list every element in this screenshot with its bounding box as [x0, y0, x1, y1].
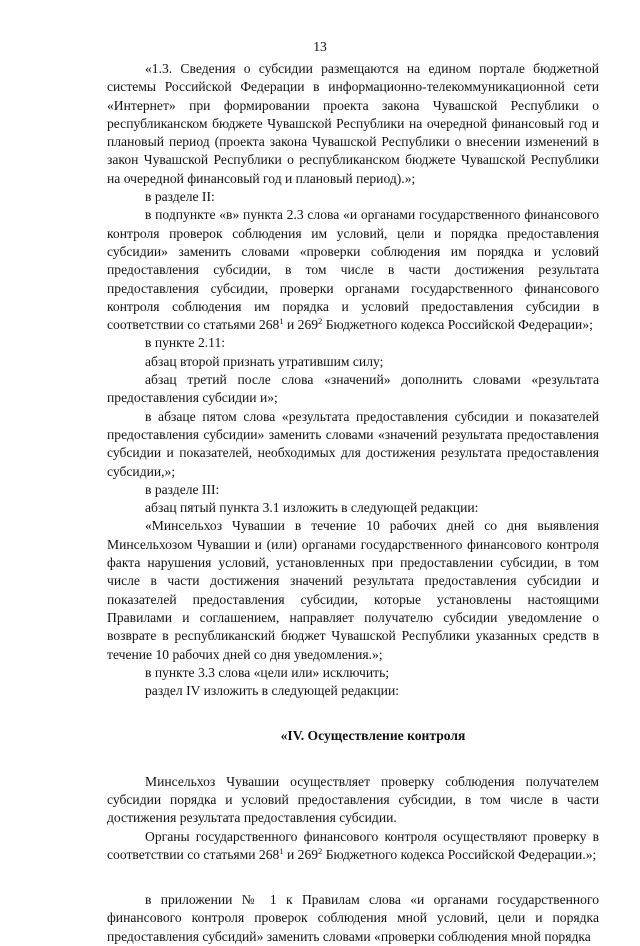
paragraph-section-1-3: «1.3. Сведения о субсидии размещаются на едином портале бюджетной системы Российской Федерации в информационно-телекоммуникационной сети «Интернет» при формировании проекта закона Чувашской Республики о республиканском бюджете Чувашской Республики на очередной финансовый год и плановый период (проекта закона Чувашской Республики о внесении изменений в закон Чувашской Республики о республиканском бюджете Чувашской Республики на очередной финансовый год и плановый период).»;	[107, 61, 599, 186]
superscript-1: 1	[279, 845, 284, 856]
statute-text-after: Бюджетного кодекса Российской Федерации»;	[322, 317, 593, 333]
statute-text-mid: и 269	[283, 317, 319, 333]
superscript-1: 1	[279, 316, 284, 327]
paragraph-clause-3-3: в пункте 3.3 слова «цели или» исключить;	[145, 664, 390, 680]
paragraph-financial-control	[107, 828, 599, 865]
paragraph-abzac-3: абзац третий после слова «значений» дополнить словами «результата предоставления субсидии и»;	[107, 372, 599, 406]
paragraph-section-ii: в разделе II:	[145, 189, 215, 205]
superscript-2: 2	[318, 316, 323, 327]
paragraph-section-iii: в разделе III:	[145, 481, 220, 497]
statute-text-before: Органы государственного финансового контроля осуществляют проверку в соответствии со статьями 268	[107, 828, 599, 862]
paragraph-control: Минсельхоз Чувашии осуществляет проверку соблюдения получателем субсидии порядка и условий предоставления субсидии, в том числе в части достижения результата предоставления субсидии.	[107, 773, 599, 826]
paragraph-clause-3-1: абзац пятый пункта 3.1 изложить в следующей редакции:	[145, 500, 479, 516]
paragraph-subclause-2-3	[107, 206, 599, 334]
document-body	[107, 60, 599, 946]
paragraph-abzac-5: в абзаце пятом слова «результата предоставления субсидии и показателей предоставления субсидии» заменить словами «значений результата предоставления субсидии и показателей, необходимых для достижения результата предоставления субсидии,»;	[107, 408, 599, 479]
statute-text-after: Бюджетного кодекса Российской Федерации.»;	[322, 846, 597, 862]
paragraph-appendix-1: в приложении № 1 к Правилам слова «и органами государственного финансового контроля проверок соблюдения мной условий, цели и порядка предоставления субсидий» заменить словами «проверки соблюдения мной порядка	[107, 892, 599, 944]
statute-text-before: в подпункте «в» пункта 2.3 слова «и органами государственного финансового контроля проверок соблюдения им условий, цели и порядка предоставления субсидии» заменить словами «проверки соблюдения им порядка и условий предоставления субсидии, в том числе в части достижения результата предоставления субсидии, проверки органами государственного финансового контроля соблюдения им порядка и условий предоставления субсидии в соответствии со статьями 268	[107, 207, 599, 333]
spacer	[107, 700, 599, 727]
statute-text-mid: и 269	[283, 846, 319, 862]
paragraph-clause-2-11: в пункте 2.11:	[145, 335, 226, 351]
superscript-2: 2	[318, 845, 323, 856]
page-number: 13	[313, 39, 327, 54]
paragraph-abzac-2: абзац второй признать утратившим силу;	[145, 353, 384, 369]
spacer	[107, 864, 599, 891]
paragraph-notification: «Минсельхоз Чувашии в течение 10 рабочих дней со дня выявления Минсельхозом Чувашии и (или) органами государственного финансового контроля факта нарушения условий, установленных при предоставлении субсидии, в том числе в части достижения значений результата предоставления субсидии и показателей предоставления субсидии, которые установлены настоящими Правилами и соглашением, направляет получателю субсидии уведомление о возврате в республиканский бюджет Чувашской Республики указанных средств в течение 10 рабочих дней со дня уведомления.»;	[107, 518, 599, 662]
spacer	[107, 746, 599, 773]
paragraph-section-iv: раздел IV изложить в следующей редакции:	[145, 683, 400, 699]
section-heading: «IV. Осуществление контроля	[280, 728, 466, 744]
